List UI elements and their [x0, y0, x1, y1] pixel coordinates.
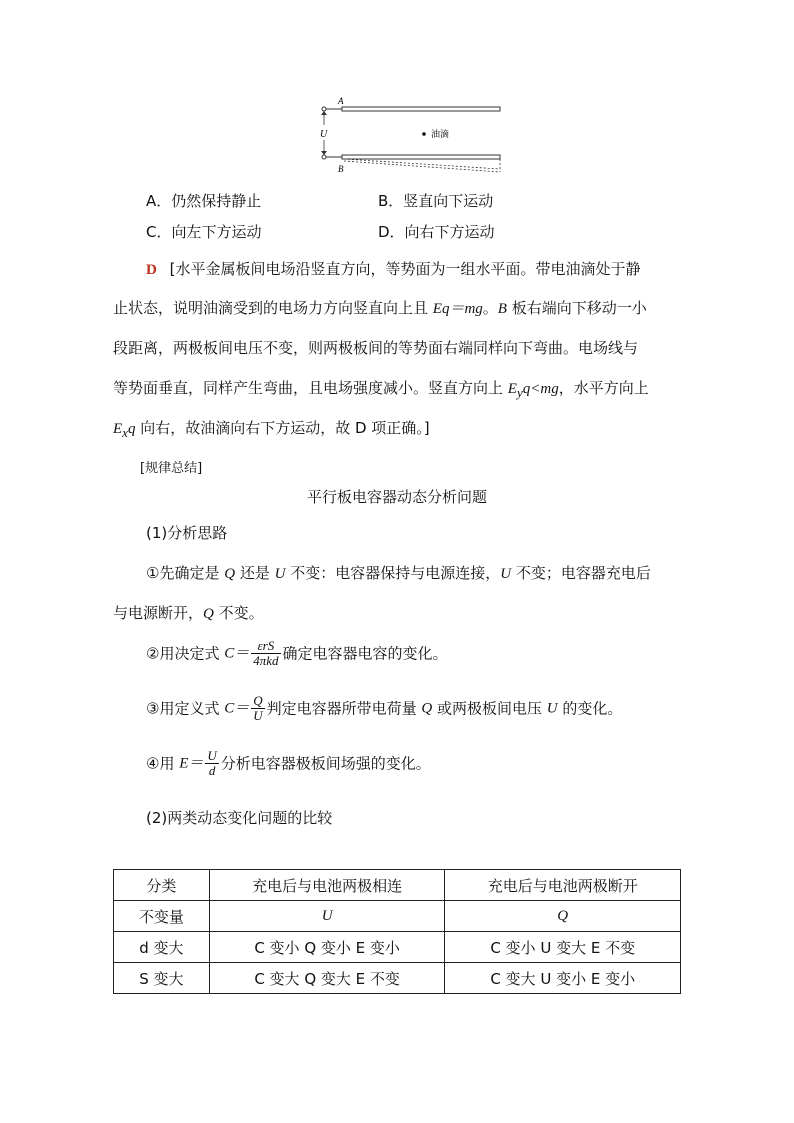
step1-q: Q — [224, 566, 236, 582]
field-formula — [205, 749, 218, 778]
step3-q: Q — [421, 700, 433, 717]
table-row — [114, 963, 681, 994]
option-c: C．向左下方运动 — [146, 223, 262, 241]
table-cell: C 变大 Q 变大 E 不变 — [209, 963, 445, 994]
plate-a-label: A — [338, 96, 344, 106]
step1-c: 不变：电容器保持与电源连接， — [285, 564, 501, 582]
definition-formula — [251, 694, 264, 723]
formula-denominator: 4πkd — [253, 653, 279, 668]
plate-b-ref: B — [497, 301, 507, 317]
step3-d: 的变化。 — [557, 699, 623, 718]
plate-a — [342, 107, 500, 111]
subscript-x: x — [122, 425, 128, 440]
formula-denominator: U — [253, 708, 263, 723]
step1-b: 还是 — [235, 564, 275, 582]
option-d: D．向右下方运动 — [378, 223, 495, 241]
table-cell: C 变小 U 变大 E 不变 — [445, 932, 681, 963]
table-cell: S 变大 — [114, 963, 210, 994]
formula-numerator: U — [207, 748, 217, 763]
step2-c: C＝ — [224, 645, 250, 662]
step1-d: 不变；电容器充电后 — [511, 564, 651, 582]
table-header-cell: 分类 — [114, 870, 210, 901]
option-b: B．竖直向下运动 — [378, 192, 494, 210]
summary-title: 平行板电容器动态分析问题 — [306, 488, 487, 506]
formula-numerator: Q — [253, 693, 263, 708]
step1-l2-a: 与电源断开， — [113, 604, 204, 622]
step3-a: ③用定义式 — [146, 699, 225, 718]
table-cell: Q — [445, 901, 681, 932]
step-1-line-2 — [113, 603, 264, 624]
step1-a: ①先确定是 — [146, 564, 225, 582]
answer-text-2a: 止状态，说明油滴受到的电场力方向竖直向上且 — [113, 299, 433, 317]
answer-line-2 — [113, 298, 647, 319]
table-cell: d 变大 — [114, 932, 210, 963]
answer-letter: D — [146, 262, 157, 278]
field-ex: E — [113, 421, 123, 437]
answer-text-5: 向右，故油滴向右下方运动，故 D 项正确。] — [135, 419, 430, 437]
answer-line-4 — [113, 378, 649, 403]
answer-text-4b: ，水平方向上 — [558, 379, 649, 397]
answer-line-5 — [113, 418, 430, 443]
step1-u: U — [274, 566, 286, 582]
step4-e: E＝ — [179, 755, 204, 772]
step2-b: 确定电容器电容的变化。 — [282, 644, 448, 663]
step1-l2-q: Q — [203, 606, 214, 622]
answer-text-2b: 。 — [482, 299, 498, 317]
droplet-label: 油滴 — [431, 130, 450, 140]
table-row — [114, 932, 681, 963]
table-header-cell: 充电后与电池两极相连 — [209, 870, 445, 901]
step1-l2-b: 不变。 — [213, 604, 264, 622]
formula-numerator: εrS — [251, 639, 280, 654]
answer-text-2d: 板右端向下移动一小 — [506, 299, 647, 317]
table-cell: C 变小 Q 变小 E 变小 — [209, 932, 445, 963]
comparison-table — [113, 869, 681, 994]
answer-text-4a: 等势面垂直，同样产生弯曲，且电场强度减小。竖直方向上 — [113, 379, 508, 397]
step4-b: 分析电容器极板间场强的变化。 — [220, 754, 431, 773]
step3-c2: 或两极板间电压 — [432, 699, 547, 718]
subscript-y: y — [516, 385, 523, 400]
answer-line-1 — [146, 259, 640, 280]
summary-label: [规律总结] — [140, 461, 203, 476]
table-cell: U — [209, 901, 445, 932]
option-a: A．仍然保持静止 — [146, 192, 262, 210]
capacitance-formula — [251, 639, 280, 668]
step3-b: 判定电容器所带电荷量 — [266, 699, 422, 718]
plate-b-label: B — [338, 164, 344, 174]
equation-eq-mg: Eq＝mg — [432, 301, 483, 317]
table-cell: 不变量 — [114, 901, 210, 932]
plate-b — [342, 155, 500, 159]
capacitor-figure — [310, 95, 510, 180]
step2-a: ②用决定式 — [146, 644, 225, 663]
step-2 — [146, 639, 448, 668]
step-3 — [146, 694, 622, 723]
voltage-label: U — [320, 129, 328, 140]
table-row — [114, 901, 681, 932]
step3-c: C＝ — [224, 700, 250, 717]
step4-a: ④用 — [146, 754, 180, 773]
step-4 — [146, 749, 431, 778]
charge-q: q — [127, 421, 136, 437]
step-1-line-1 — [146, 563, 651, 584]
step1-u2: U — [500, 566, 512, 582]
field-e: E — [507, 381, 517, 397]
table-header-row — [114, 870, 681, 901]
answer-text-1: [水平金属板间电场沿竖直方向，等势面为一组水平面。带电油滴处于静 — [169, 260, 641, 278]
step3-u: U — [546, 700, 558, 717]
formula-denominator: d — [208, 763, 216, 778]
section-1-heading: (1)分析思路 — [146, 524, 228, 542]
table-header-cell: 充电后与电池两极断开 — [445, 870, 681, 901]
section-2-heading: (2)两类动态变化问题的比较 — [146, 809, 333, 827]
inequality: q<mg — [522, 381, 559, 397]
table-cell: C 变大 U 变小 E 变小 — [445, 963, 681, 994]
oil-droplet — [422, 132, 426, 136]
answer-line-3: 段距离，两极板间电压不变，则两极板间的等势面右端同样向下弯曲。电场线与 — [113, 339, 639, 357]
